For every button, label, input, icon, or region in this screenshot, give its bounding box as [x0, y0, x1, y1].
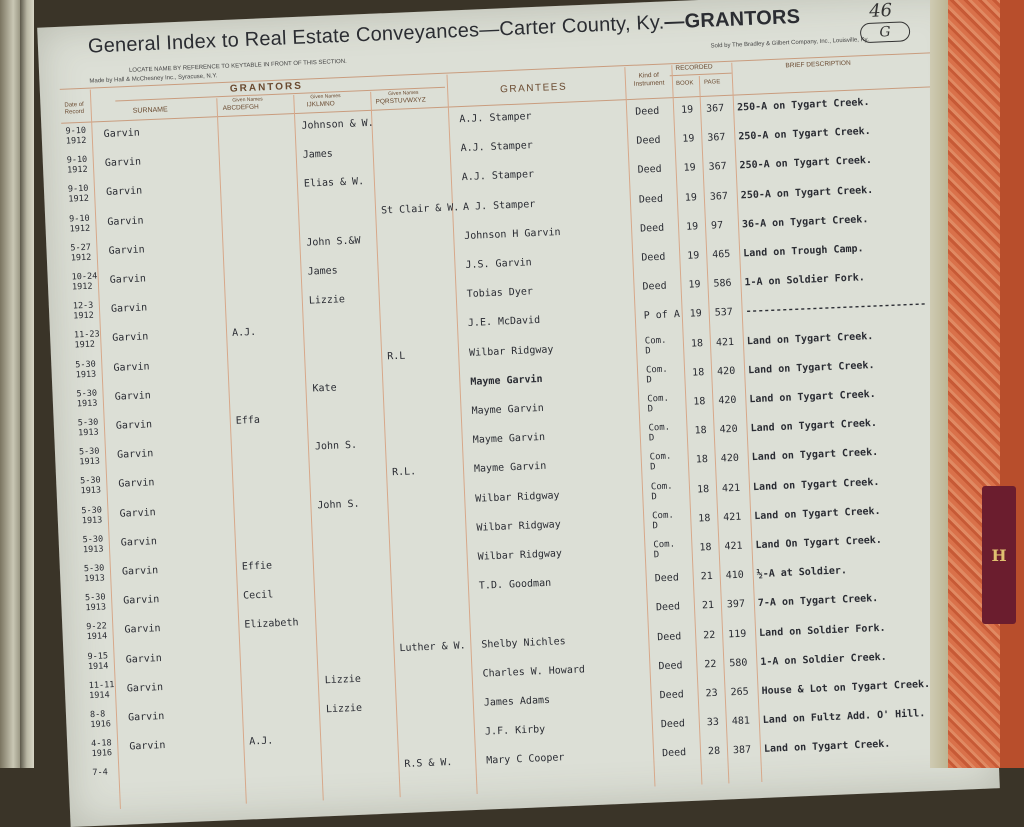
row-given-b: James: [307, 265, 338, 278]
row-date-day: 7-4: [92, 767, 108, 779]
row-description: Land on Tygart Creek.: [750, 418, 878, 435]
row-page: 481: [731, 715, 751, 728]
row-book: 19: [684, 191, 698, 204]
row-date-day: 4-18: [91, 738, 112, 750]
row-description: 250-A on Tygart Creek.: [736, 96, 870, 114]
row-book: 18: [691, 366, 705, 379]
row-date: [87, 651, 118, 672]
row-description: 36-A on Tygart Creek.: [741, 213, 869, 231]
row-date-day: 5-30: [80, 475, 101, 487]
row-kind: Deed: [654, 572, 680, 585]
row-surname: Garvin: [129, 740, 166, 753]
row-page: 97: [710, 219, 724, 232]
row-book: 18: [693, 396, 706, 408]
row-kind: Deed: [657, 630, 682, 643]
row-grantee: James Adams: [483, 694, 551, 709]
col-grantors: GRANTORS: [229, 80, 304, 95]
row-book: 18: [698, 512, 711, 525]
row-book: 18: [694, 425, 707, 437]
row-date-year: 1913: [82, 544, 104, 556]
row-date: [78, 417, 109, 438]
publisher-right: Sold by The Bradley & Gilbert Company, Inc., Louisville, Ky.: [710, 36, 869, 50]
row-date-year: 1912: [69, 223, 91, 235]
row-date: [65, 125, 96, 146]
row-page: 367: [709, 190, 729, 203]
row-book: 22: [704, 658, 717, 671]
row-given-b: John S.&W: [306, 235, 361, 249]
row-book: 19: [682, 133, 695, 145]
row-date-day: 9-15: [87, 650, 109, 662]
row-surname: Garvin: [126, 681, 164, 695]
row-description: Land on Tygart Creek.: [763, 739, 891, 756]
row-surname: Garvin: [118, 477, 155, 491]
row-date-day: 5-30: [84, 592, 106, 604]
row-date-day: 10-24: [71, 271, 98, 283]
row-book: 18: [696, 483, 710, 496]
row-grantee: Mayme Garvin: [470, 373, 543, 388]
row-description: 1-A on Soldier Fork.: [744, 272, 866, 289]
col-given-c: PQRSTUVWXYZ: [375, 96, 426, 106]
row-kind: Com. D: [653, 539, 676, 561]
row-date-year: 1912: [68, 194, 90, 205]
row-book: 19: [680, 104, 694, 116]
row-date-year: 1916: [90, 719, 112, 731]
row-kind: Com. D: [647, 393, 670, 415]
publisher-left: Made by Hall & McChesney Inc., Syracuse, N.Y.: [89, 73, 218, 85]
col-given-c-label: Given Names: [388, 89, 419, 98]
row-date: [84, 563, 115, 584]
row-date: [82, 534, 113, 555]
row-surname: Garvin: [108, 244, 145, 257]
col-given-a: ABCDEFGH: [222, 103, 259, 113]
col-date-of-record: Date of Record: [64, 101, 85, 116]
row-description: Land on Fultz Add. O' Hill.: [762, 708, 926, 727]
cover-edge: [1000, 0, 1024, 768]
row-surname: Garvin: [124, 623, 161, 636]
rule-given-c: [370, 92, 401, 797]
row-date: [80, 475, 111, 496]
row-date-year: 1913: [81, 515, 103, 526]
row-description: 250-A on Tygart Creek.: [739, 155, 873, 172]
row-page: 420: [719, 423, 738, 436]
row-page: 119: [727, 628, 747, 640]
row-date-day: 5-30: [77, 417, 99, 429]
row-page: 367: [707, 132, 726, 144]
row-date: [92, 767, 122, 778]
row-book: 19: [688, 279, 701, 291]
page-title-main: General Index to Real Estate Conveyances—Carter County, Ky.: [87, 11, 665, 58]
row-date-day: 9-22: [86, 621, 108, 633]
index-tab: [982, 486, 1016, 624]
col-surname: SURNAME: [132, 106, 168, 115]
row-given-b: Lizzie: [308, 294, 346, 307]
row-date: [89, 680, 120, 701]
row-book: 23: [705, 687, 718, 700]
row-date-day: 12-3: [72, 300, 94, 312]
row-book: 19: [685, 221, 699, 233]
row-surname: Garvin: [113, 360, 150, 374]
row-date-year: 1913: [84, 573, 105, 585]
row-date-year: 1913: [80, 485, 102, 497]
row-given-c: R.L: [387, 350, 406, 362]
row-date-year: 1914: [88, 690, 110, 701]
row-date-day: 5-30: [75, 359, 97, 371]
row-description: Land on Tygart Creek.: [752, 476, 880, 493]
row-date: [69, 213, 100, 234]
row-page: 410: [725, 569, 745, 582]
row-page: 397: [726, 598, 746, 611]
row-book: 18: [695, 454, 709, 466]
row-date-day: 9-10: [66, 154, 88, 166]
row-date-year: 1913: [79, 456, 101, 468]
row-date: [73, 300, 104, 321]
row-surname: Garvin: [107, 215, 144, 228]
row-date: [86, 621, 117, 642]
row-book: 21: [700, 571, 714, 583]
row-surname: Garvin: [119, 506, 156, 520]
row-grantee: Mayme Garvin: [473, 461, 547, 476]
index-tab-letter: H: [991, 546, 1007, 565]
row-surname: Garvin: [116, 448, 154, 461]
col-given-b: IJKLMNO: [306, 100, 335, 109]
row-given-b: Johnson & W.: [301, 117, 374, 132]
col-kind: Kind of Instrument: [633, 71, 665, 88]
row-kind: Deed: [637, 164, 662, 177]
instruction-note: LOCATE NAME BY REFERENCE TO KEYTABLE IN FRONT OF THIS SECTION.: [128, 58, 347, 74]
row-date-day: 5-30: [82, 534, 104, 546]
row-description: Land on Tygart Creek.: [746, 330, 874, 347]
row-given-a: A.J.: [249, 735, 274, 748]
row-page: 421: [715, 336, 735, 349]
row-page: 420: [720, 453, 740, 465]
row-grantee: Mary C Cooper: [486, 752, 565, 767]
row-surname: Garvin: [127, 711, 165, 724]
row-given-b: Elias & W.: [303, 176, 365, 191]
col-page: PAGE: [703, 79, 721, 86]
row-grantee: Shelby Nichles: [481, 635, 566, 651]
row-book: 19: [687, 250, 700, 262]
row-date-day: 11-11: [88, 679, 115, 691]
row-given-a: Effie: [241, 560, 273, 573]
row-given-b: Kate: [312, 382, 337, 395]
row-date-year: 1913: [85, 602, 107, 614]
row-page: 265: [730, 686, 749, 699]
row-date-day: 9-10: [65, 125, 87, 137]
row-date-year: 1912: [73, 310, 94, 322]
row-grantee: A.J. Stamper: [459, 111, 532, 126]
row-page: 420: [716, 365, 736, 378]
row-kind: Deed: [635, 105, 660, 118]
row-kind: Deed: [660, 718, 686, 731]
row-grantee: Wilbar Ridgway: [468, 343, 554, 359]
page-title-suffix: —GRANTORS: [663, 5, 801, 34]
row-surname: Garvin: [103, 127, 141, 141]
row-book: 19: [683, 162, 696, 175]
row-page: 421: [724, 540, 743, 553]
row-description: 7-A on Tygart Creek.: [757, 593, 879, 610]
row-page: 421: [723, 511, 742, 524]
row-book: 33: [706, 716, 720, 729]
row-surname: Garvin: [120, 535, 158, 549]
row-grantee: Johnson H Garvin: [464, 226, 561, 242]
row-date-day: 11-23: [73, 329, 100, 341]
row-kind: Deed: [661, 747, 687, 760]
row-page: 586: [713, 278, 732, 290]
row-kind: Com. D: [648, 422, 671, 444]
row-given-c: St Clair & W.: [380, 201, 460, 217]
row-grantee: J.E. McDavid: [467, 315, 541, 330]
row-date: [74, 330, 105, 351]
row-date-year: 1912: [65, 135, 87, 147]
row-date: [68, 184, 99, 205]
row-given-c: R.L.: [391, 466, 417, 479]
row-surname: Garvin: [104, 156, 142, 170]
row-date: [71, 271, 102, 292]
row-surname: Garvin: [115, 419, 153, 432]
row-page: 537: [714, 307, 734, 319]
row-kind: Com. D: [651, 510, 675, 532]
row-grantee: A J. Stamper: [462, 198, 536, 213]
row-grantee: A.J. Stamper: [461, 169, 535, 184]
row-description: Land on Tygart Creek.: [751, 447, 879, 464]
row-date-day: 9-10: [69, 213, 90, 225]
col-grantees: GRANTEES: [499, 81, 568, 96]
ledger-page: [37, 0, 1000, 827]
row-given-a: Cecil: [242, 589, 274, 602]
recorded-sub-rule: [670, 73, 732, 77]
row-grantee: Mayme Garvin: [471, 402, 545, 417]
row-surname: Garvin: [112, 331, 149, 345]
row-given-c: Luther & W.: [399, 639, 466, 654]
row-surname: Garvin: [123, 594, 160, 607]
row-kind: Deed: [658, 660, 683, 673]
row-description: House & Lot on Tygart Creek.: [761, 678, 931, 697]
row-date: [91, 738, 122, 759]
row-page: 421: [721, 482, 741, 495]
row-date-day: 8-8: [89, 709, 106, 721]
row-description: ½-A at Soldier.: [756, 565, 848, 581]
col-recorded: RECORDED: [675, 63, 713, 73]
row-kind: Com. D: [649, 451, 672, 473]
row-description: ------------------------------: [745, 299, 927, 318]
row-description: Land on Tygart Creek.: [749, 388, 876, 406]
row-description: Land on Trough Camp.: [743, 243, 864, 260]
row-kind: P of A: [643, 309, 681, 322]
row-given-b: Lizzie: [325, 702, 363, 716]
row-date: [85, 592, 116, 613]
row-given-b: John S.: [317, 498, 360, 511]
row-grantee: A.J. Stamper: [460, 140, 534, 155]
row-surname: Garvin: [121, 565, 159, 578]
row-page: 465: [712, 248, 731, 261]
row-date: [90, 709, 121, 730]
row-kind: Deed: [636, 134, 661, 147]
col-given-a-label: Given Names: [232, 96, 263, 104]
row-kind: Deed: [642, 280, 667, 293]
row-description: Land on Tygart Creek.: [754, 505, 881, 522]
col-book: BOOK: [675, 80, 694, 88]
row-book: 18: [690, 337, 704, 350]
row-date: [81, 505, 112, 526]
row-date-year: 1913: [75, 369, 97, 381]
row-book: 21: [701, 600, 715, 612]
page-number: 46: [868, 0, 893, 22]
row-given-b: Lizzie: [324, 673, 362, 687]
row-page: 580: [729, 657, 748, 670]
row-date: [67, 155, 98, 176]
page-letter: G: [860, 21, 911, 43]
col-brief-description: BRIEF DESCRIPTION: [785, 59, 851, 70]
row-date-year: 1912: [70, 252, 92, 264]
row-book: 18: [699, 541, 712, 554]
row-grantee: Charles W. Howard: [482, 664, 586, 680]
row-date: [76, 388, 107, 409]
row-grantee: Wilbar Ridgway: [475, 489, 560, 505]
col-given-b-label: Given Names: [310, 93, 341, 101]
row-date-day: 5-30: [81, 505, 103, 516]
row-date-year: 1912: [71, 281, 93, 293]
row-date: [75, 359, 106, 380]
row-date-year: 1912: [66, 164, 88, 176]
page-title: [88, 6, 801, 59]
row-grantee: Wilbar Ridgway: [476, 519, 561, 534]
row-date-day: 5-30: [83, 563, 105, 575]
row-book: 19: [689, 308, 703, 321]
row-date-year: 1913: [76, 398, 98, 410]
row-grantee: J.S. Garvin: [465, 257, 532, 271]
row-date-day: 5-27: [70, 242, 92, 254]
row-description: 1-A on Soldier Creek.: [760, 651, 887, 668]
row-date: [70, 242, 101, 263]
row-page: 420: [718, 394, 737, 407]
row-page: 367: [708, 161, 727, 174]
row-grantee: T.D. Goodman: [478, 577, 552, 592]
row-grantee: Tobias Dyer: [466, 286, 534, 301]
row-kind: Com. D: [645, 364, 668, 386]
row-surname: Garvin: [125, 652, 163, 666]
row-page: 387: [732, 744, 752, 757]
row-given-a: Elizabeth: [244, 617, 299, 631]
row-kind: Deed: [659, 689, 684, 702]
row-date-day: 5-30: [76, 388, 98, 400]
row-description: 250-A on Tygart Creek.: [738, 126, 871, 143]
row-given-b: James: [302, 148, 334, 161]
row-given-a: Effa: [235, 414, 261, 427]
row-date-year: 1914: [86, 631, 108, 643]
row-given-a: A.J.: [231, 327, 257, 340]
row-surname: Garvin: [114, 390, 152, 403]
row-grantee: Wilbar Ridgway: [477, 548, 563, 563]
book-gutter: [20, 0, 34, 768]
row-kind: Deed: [639, 222, 665, 235]
row-kind: Deed: [641, 251, 666, 264]
row-kind: Com. D: [650, 481, 673, 503]
row-surname: Garvin: [110, 302, 148, 316]
row-date-day: 9-10: [67, 184, 89, 195]
row-date: [79, 446, 110, 467]
row-description: Land on Tygart Creek.: [747, 359, 875, 377]
row-description: Land On Tygart Creek.: [755, 534, 883, 552]
row-given-c: R.S & W.: [404, 757, 453, 771]
row-date-year: 1916: [91, 748, 113, 760]
row-description: Land on Soldier Fork.: [758, 622, 886, 639]
row-book: 22: [702, 629, 716, 641]
row-surname: Garvin: [105, 185, 143, 199]
row-grantee: Mayme Garvin: [472, 432, 546, 447]
row-description: 250-A on Tygart Creek.: [740, 184, 874, 201]
left-page-edge: [0, 0, 22, 768]
row-page: 367: [705, 103, 725, 115]
row-kind: Deed: [638, 193, 664, 206]
row-date-year: 1914: [87, 660, 109, 672]
row-date-year: 1913: [77, 427, 99, 439]
row-date-day: 5-30: [78, 446, 100, 458]
row-book: 28: [707, 746, 721, 758]
row-grantee: J.F. Kirby: [484, 724, 546, 738]
row-date-year: 1912: [74, 339, 96, 351]
row-kind: Deed: [655, 601, 681, 614]
row-surname: Garvin: [109, 273, 147, 286]
row-given-b: John S.: [314, 439, 358, 453]
rule-given-a: [216, 98, 247, 803]
row-kind: Com. D: [644, 335, 667, 357]
